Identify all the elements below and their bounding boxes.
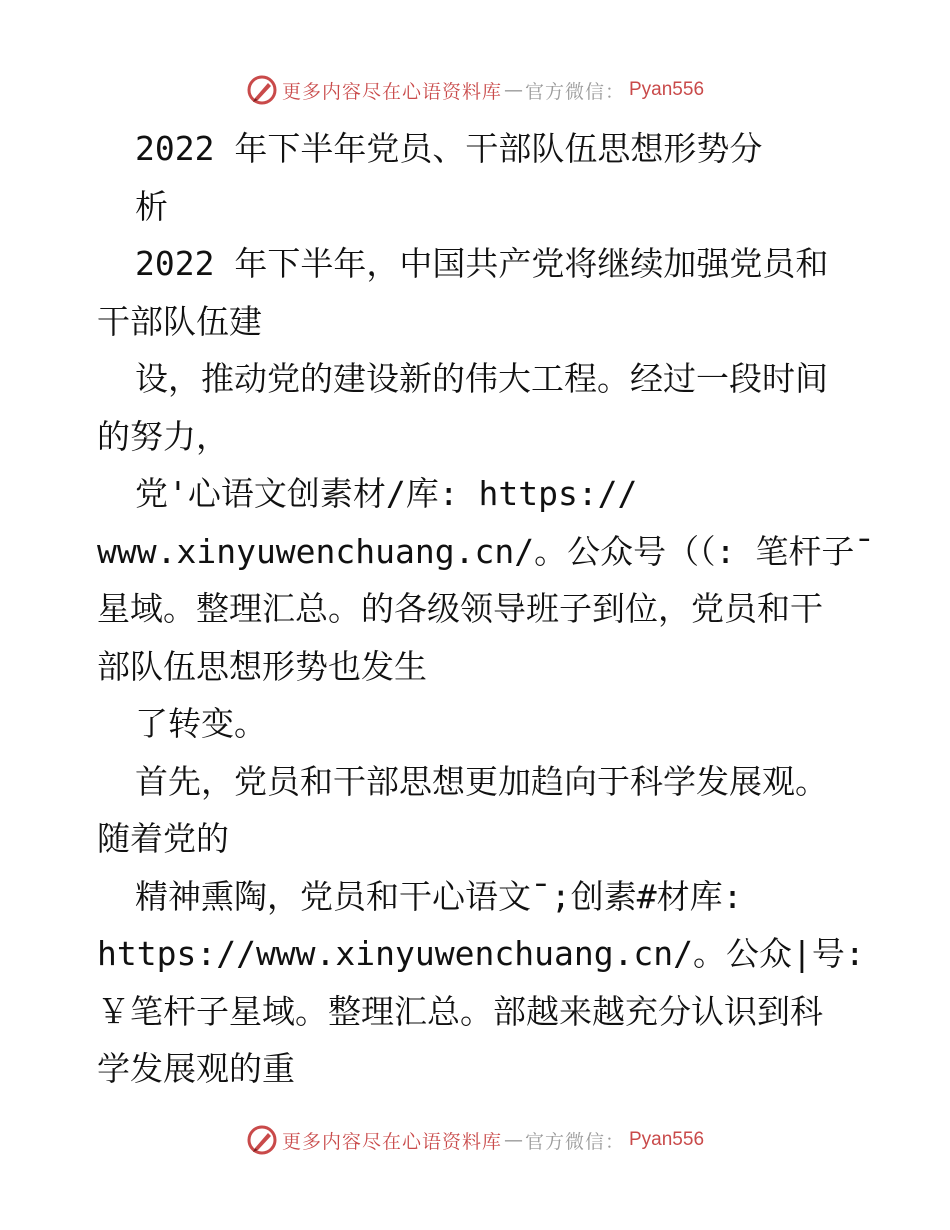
document-line: ￥笔杆子星域。整理汇总。部越来越充分认识到科 [97, 991, 823, 1031]
footer-contact-id: Pyan556 [629, 1129, 705, 1150]
document-line: 部队伍思想形势也发生 [97, 646, 427, 686]
document-line: https://www.xinyuwenchuang.cn/。公众|号: [97, 934, 865, 973]
document-line: 精神熏陶，党员和干心语文¯;创素#材库: [135, 876, 743, 916]
document-line: 首先，党员和干部思想更加趋向于科学发展观。 [135, 761, 828, 801]
document-line: 设，推动党的建设新的伟大工程。经过一段时间 [135, 359, 828, 398]
document-line: 星域。整理汇总。的各级领导班子到位，党员和干 [97, 589, 823, 628]
pen-logo-icon [246, 1124, 278, 1156]
document-body [97, 120, 875, 1098]
document-line: 2022 年下半年，中国共产党将继续加强党员和 [135, 244, 829, 283]
document-line: 2022 年下半年党员、干部队伍思想形势分 [135, 129, 763, 168]
footer-contact-label: 官方微信： [524, 1130, 625, 1153]
document-line: 干部队伍建 [97, 301, 262, 341]
document-line: 了转变。 [135, 704, 267, 743]
pen-logo-icon [246, 74, 278, 106]
header-contact-id: Pyan556 [629, 79, 705, 100]
header-banner [0, 70, 950, 110]
document-line: www.xinyuwenchuang.cn/。公众号（（: 笔杆子¯ [97, 531, 875, 571]
header-contact-label: 官方微信： [524, 80, 625, 103]
document-line: 党'心语文创素材/库: https:// [135, 474, 638, 513]
document-line: 随着党的 [97, 819, 229, 858]
footer-site-text: 更多内容尽在心语资料库 [281, 1130, 502, 1153]
footer-separator: — [503, 1129, 523, 1151]
document-line: 学发展观的重 [97, 1049, 295, 1088]
footer-banner [0, 1120, 950, 1160]
document-line: 的努力， [97, 416, 229, 456]
document-line: 析 [135, 186, 168, 226]
header-site-text: 更多内容尽在心语资料库 [281, 80, 502, 103]
header-separator: — [503, 79, 523, 101]
